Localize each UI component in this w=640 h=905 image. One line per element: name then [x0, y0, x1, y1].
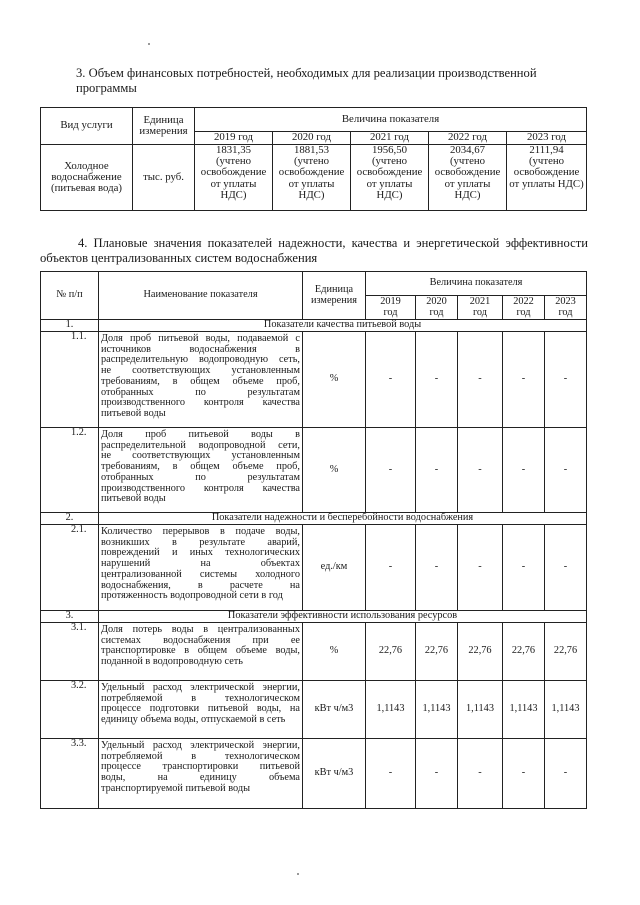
indicator-name-line: протяженность водопроводной сети в год — [101, 590, 283, 602]
indicator-value: 1,1143 — [458, 681, 503, 739]
table-row — [41, 525, 587, 611]
indicator-name-line: питьевой воды — [101, 493, 166, 505]
year-header: 2020 год — [273, 132, 351, 145]
indicator-name-line: воды, на единицу объема — [101, 772, 300, 784]
year-number: 2021 — [469, 295, 491, 307]
indicator-value: - — [458, 428, 503, 513]
indicator-name-line: процессе подготовки питьевой воды, на — [101, 703, 300, 715]
indicator-name-line: повреждений и иных технологических — [101, 547, 300, 559]
year-header: 2022 год — [429, 132, 507, 145]
indicator-value: - — [545, 428, 587, 513]
cost-amount: 1956,50 — [371, 144, 408, 156]
section-row — [41, 611, 587, 623]
cost-note: (учтено освобождение от уплаты НДС) — [434, 155, 501, 201]
indicator-name — [99, 623, 303, 681]
indicator-value: - — [503, 428, 545, 513]
indicator-unit: ед./км — [303, 525, 366, 611]
row-number: 2.1. — [41, 525, 99, 611]
indicator-name — [99, 681, 303, 739]
year-header — [458, 296, 503, 320]
indicator-value: 1,1143 — [366, 681, 416, 739]
indicator-value: - — [366, 739, 416, 809]
section-number: 1. — [41, 320, 99, 332]
indicator-value: - — [416, 739, 458, 809]
indicator-name-line: потребляемой в технологическом — [101, 750, 300, 762]
cost-value-cell — [273, 145, 351, 211]
indicator-value: 22,76 — [366, 623, 416, 681]
indicator-name-line: процессе транспортировки питьевой — [101, 761, 300, 773]
col-value-header: Величина показателя — [195, 108, 587, 132]
year-header — [416, 296, 458, 320]
indicator-name-line: поданной в водопроводную сеть — [101, 656, 243, 668]
indicator-value: 22,76 — [503, 623, 545, 681]
year-number: 2023 — [555, 295, 576, 307]
section-title: Показатели надежности и бесперебойности водоснабжения — [99, 513, 587, 525]
indicator-name-line: распределительной водопроводной сети, — [101, 439, 300, 451]
section-row — [41, 513, 587, 525]
row-number: 1.1. — [41, 332, 99, 428]
cost-value-cell — [429, 145, 507, 211]
col-num-header: № п/п — [41, 272, 99, 320]
indicators-table — [40, 271, 587, 809]
indicator-name-line: не соответствующих установленным — [101, 450, 300, 462]
year-word: год — [558, 306, 573, 318]
cost-value-cell — [195, 145, 273, 211]
indicator-name-line: потребляемой в технологическом — [101, 692, 300, 704]
year-header — [545, 296, 587, 320]
year-word: год — [429, 306, 444, 318]
year-word: год — [472, 306, 488, 318]
indicator-name-line: Удельный расход электрической энергии, — [101, 740, 300, 751]
year-word: год — [383, 306, 398, 318]
indicator-name-line: отобранных по результатам — [101, 386, 300, 398]
cost-amount: 2034,67 — [449, 144, 486, 156]
col-unit-header: Единица измерения — [303, 272, 366, 320]
year-header: 2021 год — [351, 132, 429, 145]
cost-note: (учтено освобождение от уплаты НДС) — [278, 155, 345, 201]
indicator-value: - — [416, 332, 458, 428]
indicator-value: - — [545, 525, 587, 611]
indicator-value: - — [416, 525, 458, 611]
section-title: Показатели качества питьевой воды — [99, 320, 587, 332]
indicator-value: 22,76 — [545, 623, 587, 681]
indicator-name — [99, 739, 303, 809]
year-header: 2019 год — [195, 132, 273, 145]
indicator-name-line: Доля проб питьевой воды в — [101, 429, 300, 440]
indicator-name-line: производственного контроля качества — [101, 397, 300, 409]
indicator-value: 1,1143 — [416, 681, 458, 739]
row-number: 3.2. — [41, 681, 99, 739]
indicator-name-line: отобранных по результатам — [101, 471, 300, 483]
section-number: 3. — [41, 611, 99, 623]
cost-note: (учтено освобождение от уплаты НДС) — [356, 155, 423, 201]
indicator-name-line: водоснабжения, в расчете на — [101, 579, 300, 591]
year-word: год — [516, 306, 531, 318]
indicator-value: - — [366, 525, 416, 611]
table-row — [41, 332, 587, 428]
indicator-value: 1,1143 — [545, 681, 587, 739]
indicator-value: - — [458, 525, 503, 611]
indicator-unit: % — [303, 623, 366, 681]
cost-amount: 1831,35 — [215, 144, 252, 156]
col-unit-header: Единица измерения — [133, 108, 195, 145]
indicator-name — [99, 525, 303, 611]
service-unit: тыс. руб. — [133, 145, 195, 211]
indicator-value: 1,1143 — [503, 681, 545, 739]
year-header: 2023 год — [507, 132, 587, 145]
indicator-unit: % — [303, 428, 366, 513]
indicator-name-line: Доля проб питьевой воды, подаваемой с — [101, 333, 300, 344]
indicator-value: 22,76 — [458, 623, 503, 681]
indicator-name-line: нарушений на объектах — [101, 558, 300, 570]
year-number: 2020 — [426, 295, 447, 307]
cost-amount: 1881,53 — [293, 144, 330, 156]
service-name: Холодное водоснабжение (питьевая вода) — [41, 145, 133, 211]
indicator-name-line: централизованной системы холодного — [101, 568, 300, 580]
indicator-name-line: требованиям, в общем объеме проб, — [101, 461, 300, 473]
financial-needs-table — [40, 107, 587, 211]
table-row — [41, 428, 587, 513]
section-title: Показатели эффективности использования ресурсов — [99, 611, 587, 623]
cost-value-cell — [351, 145, 429, 211]
section-row — [41, 320, 587, 332]
col-service-header: Вид услуги — [41, 108, 133, 145]
year-header — [503, 296, 545, 320]
indicator-unit: кВт ч/м3 — [303, 681, 366, 739]
indicator-name-line: требованиям, в общем объеме проб, — [101, 375, 300, 387]
indicator-name-line: системах водоснабжения при ее — [101, 634, 300, 646]
col-name-header: Наименование показателя — [99, 272, 303, 320]
indicator-value: - — [366, 428, 416, 513]
indicator-value: - — [503, 739, 545, 809]
indicator-name-line: Количество перерывов в подаче воды, — [101, 526, 300, 537]
indicator-name-line: не соответствующих установленным — [101, 365, 300, 377]
indicator-name-line: питьевой воды — [101, 407, 166, 419]
indicator-name-line: распределительную водопроводную сеть, — [101, 354, 300, 366]
indicator-name-line: транспортируемой питьевой воды — [101, 782, 251, 794]
indicator-name-line: возникших в результате аварий, — [101, 536, 300, 548]
indicator-name — [99, 332, 303, 428]
table-row — [41, 681, 587, 739]
table-row — [41, 739, 587, 809]
indicator-name-line: производственного контроля качества — [101, 482, 300, 494]
row-number: 3.3. — [41, 739, 99, 809]
indicator-value: 22,76 — [416, 623, 458, 681]
indicator-name-line: транспортировке в общем объеме воды, — [101, 645, 300, 657]
scan-speck — [148, 43, 150, 45]
indicator-name-line: Удельный расход электрической энергии, — [101, 682, 300, 693]
year-number: 2019 — [380, 295, 401, 307]
indicator-value: - — [503, 332, 545, 428]
indicator-unit: % — [303, 332, 366, 428]
col-value-header: Величина показателя — [366, 272, 587, 296]
section-4-heading: 4. Плановые значения показателей надежности, качества и энергетической эффективности объектов централизованных систем водоснабжения — [40, 236, 588, 265]
indicator-value: - — [458, 739, 503, 809]
indicator-unit: кВт ч/м3 — [303, 739, 366, 809]
cost-note: (учтено освобождение от уплаты НДС) — [509, 155, 584, 190]
table-row — [41, 623, 587, 681]
indicator-name-line: Доля потерь воды в централизованных — [101, 624, 300, 635]
indicator-value: - — [545, 332, 587, 428]
indicator-value: - — [458, 332, 503, 428]
indicator-value: - — [366, 332, 416, 428]
indicator-value: - — [503, 525, 545, 611]
indicator-value: - — [545, 739, 587, 809]
row-number: 3.1. — [41, 623, 99, 681]
section-number: 2. — [41, 513, 99, 525]
row-number: 1.2. — [41, 428, 99, 513]
indicator-name — [99, 428, 303, 513]
cost-value-cell — [507, 145, 587, 211]
section-3-heading: 3. Объем финансовых потребностей, необходимых для реализации производственной программы — [76, 66, 537, 95]
cost-amount: 2111,94 — [529, 144, 564, 156]
indicator-value: - — [416, 428, 458, 513]
year-header — [366, 296, 416, 320]
indicator-name-line: источников водоснабжения в — [101, 343, 300, 355]
cost-note: (учтено освобождение от уплаты НДС) — [200, 155, 267, 201]
indicator-name-line: единицу объема воды, отпускаемой в сеть — [101, 714, 286, 726]
scan-speck — [297, 873, 299, 875]
year-number: 2022 — [513, 295, 534, 307]
